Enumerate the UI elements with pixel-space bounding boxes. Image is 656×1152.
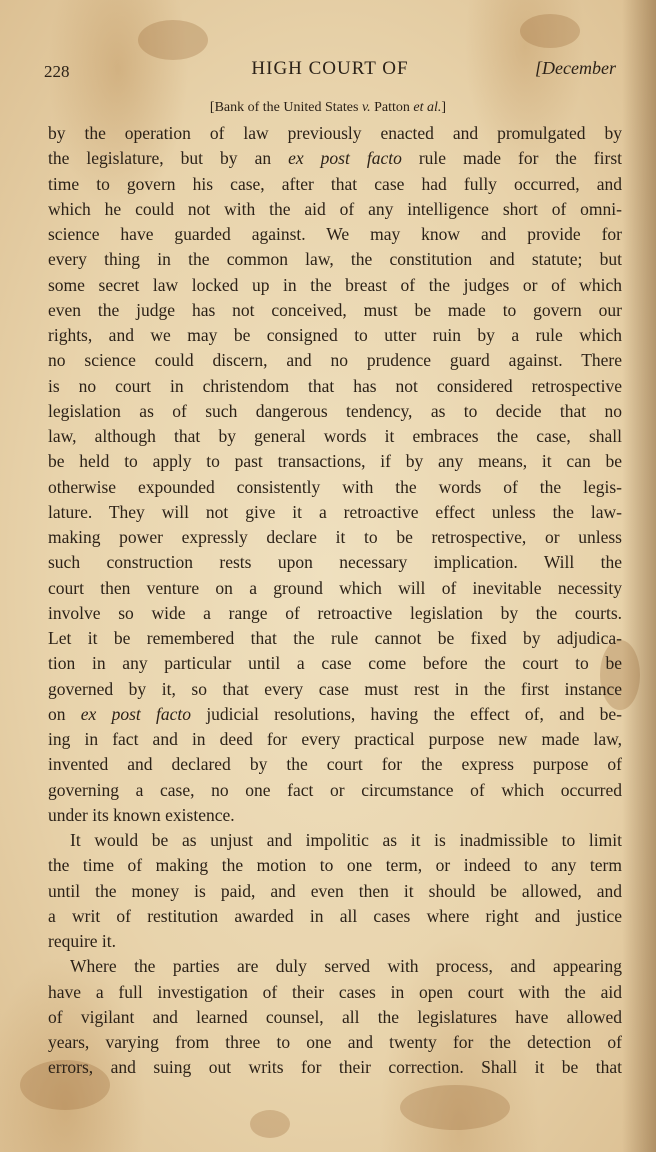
page-number: 228: [44, 62, 70, 81]
text-run: rule made for the first: [401, 148, 622, 169]
italic-term: ex post facto: [80, 703, 192, 724]
text-line: time to govern his case, after that case had fully occurred, and: [48, 173, 622, 194]
text-line: years, varying from three to one and twenty for the detection of: [48, 1032, 622, 1052]
text-line: of vigilant and learned counsel, all the legislatures have allowed: [48, 1006, 622, 1027]
text-line: no science could discern, and no prudence guard against. There: [48, 350, 622, 371]
text-line: [48, 146, 622, 171]
foxing-stain: [250, 1110, 290, 1138]
running-head-etal: et al.: [413, 100, 442, 115]
page-edge-shadow: [622, 0, 656, 1152]
text-line: tion in any particular until a case come before the court to be: [48, 653, 622, 674]
text-line: law, although that by general words it embraces the case, shall: [48, 426, 622, 446]
foxing-stain: [138, 20, 208, 60]
text-line: science have guarded against. We may know and provide for: [48, 224, 622, 244]
text-line: the time of making the motion to one term, or indeed to any term: [48, 855, 622, 876]
text-line: ing in fact and in deed for every practical purpose new made law,: [48, 729, 622, 749]
paragraph-first-line: It would be as unjust and impolitic as it is inadmissible to limit: [70, 830, 622, 850]
text-line: some secret law locked up in the breast of the judges or of which: [48, 274, 622, 295]
text-line: [48, 702, 622, 727]
body-text: [48, 121, 622, 1081]
text-line: be held to apply to past transactions, if by any means, it can be: [48, 451, 622, 472]
text-line: otherwise expounded consistently with the words of the legis-: [48, 476, 622, 497]
running-head-versus: v.: [361, 100, 371, 115]
text-line: making power expressly declare it to be retrospective, or unless: [48, 527, 622, 547]
italic-term: ex post facto: [288, 148, 402, 169]
text-line: rights, and we may be consigned to utter ruin by a rule which: [48, 325, 622, 345]
foxing-stain: [520, 14, 580, 48]
text-line: invented and declared by the court for the express purpose of: [48, 754, 622, 775]
text-line: which he could not with the aid of any intelligence short of omni-: [48, 198, 622, 219]
text-line: Let it be remembered that the rule cannot be fixed by adjudica-: [48, 628, 622, 648]
text-line: errors, and suing out writs for their correction. Shall it be that: [48, 1057, 622, 1078]
text-line: is no court in christendom that has not considered retrospective: [48, 375, 622, 396]
header-title: HIGH COURT OF: [251, 58, 409, 79]
text-run: judicial resolutions, having the effect of, and be-: [191, 703, 622, 724]
running-head-suffix: ]: [441, 100, 447, 115]
text-run: on: [48, 703, 81, 724]
text-line: even the judge has not conceived, must be made to govern our: [48, 299, 622, 320]
text-run: the legislature, but by an: [48, 148, 289, 169]
text-line: by the operation of law previously enacted and promulgated by: [48, 123, 622, 143]
text-line: every thing in the common law, the constitution and statute; but: [48, 249, 622, 270]
page-header: [44, 58, 616, 86]
header-month: [December: [535, 58, 616, 78]
text-line: governed by it, so that every case must rest in the first instance: [48, 678, 622, 699]
text-line: lature. They will not give it a retroactive effect unless the law-: [48, 501, 622, 522]
text-line: court then venture on a ground which will of inevitable necessity: [48, 577, 622, 598]
text-line: until the money is paid, and even then it should be allowed, and: [48, 880, 622, 901]
running-head-party: Patton: [374, 100, 410, 115]
text-line: under its known existence.: [48, 804, 235, 825]
running-head-prefix: [Bank of the United States: [209, 100, 359, 115]
foxing-stain: [400, 1085, 510, 1130]
text-line: involve so wide a range of retroactive legislation by the courts.: [48, 602, 622, 623]
text-line: governing a case, no one fact or circumstance of which occurred: [48, 779, 622, 800]
text-line: legislation as of such dangerous tendency, as to decide that no: [48, 400, 622, 421]
paragraph-first-line: Where the parties are duly served with process, and appearing: [70, 956, 622, 977]
text-line: have a full investigation of their cases in open court with the aid: [48, 981, 622, 1002]
text-line: a writ of restitution awarded in all cases where right and justice: [48, 905, 622, 926]
running-head: [0, 100, 656, 116]
text-line: require it.: [48, 931, 117, 951]
text-line: such construction rests upon necessary implication. Will the: [48, 552, 622, 573]
